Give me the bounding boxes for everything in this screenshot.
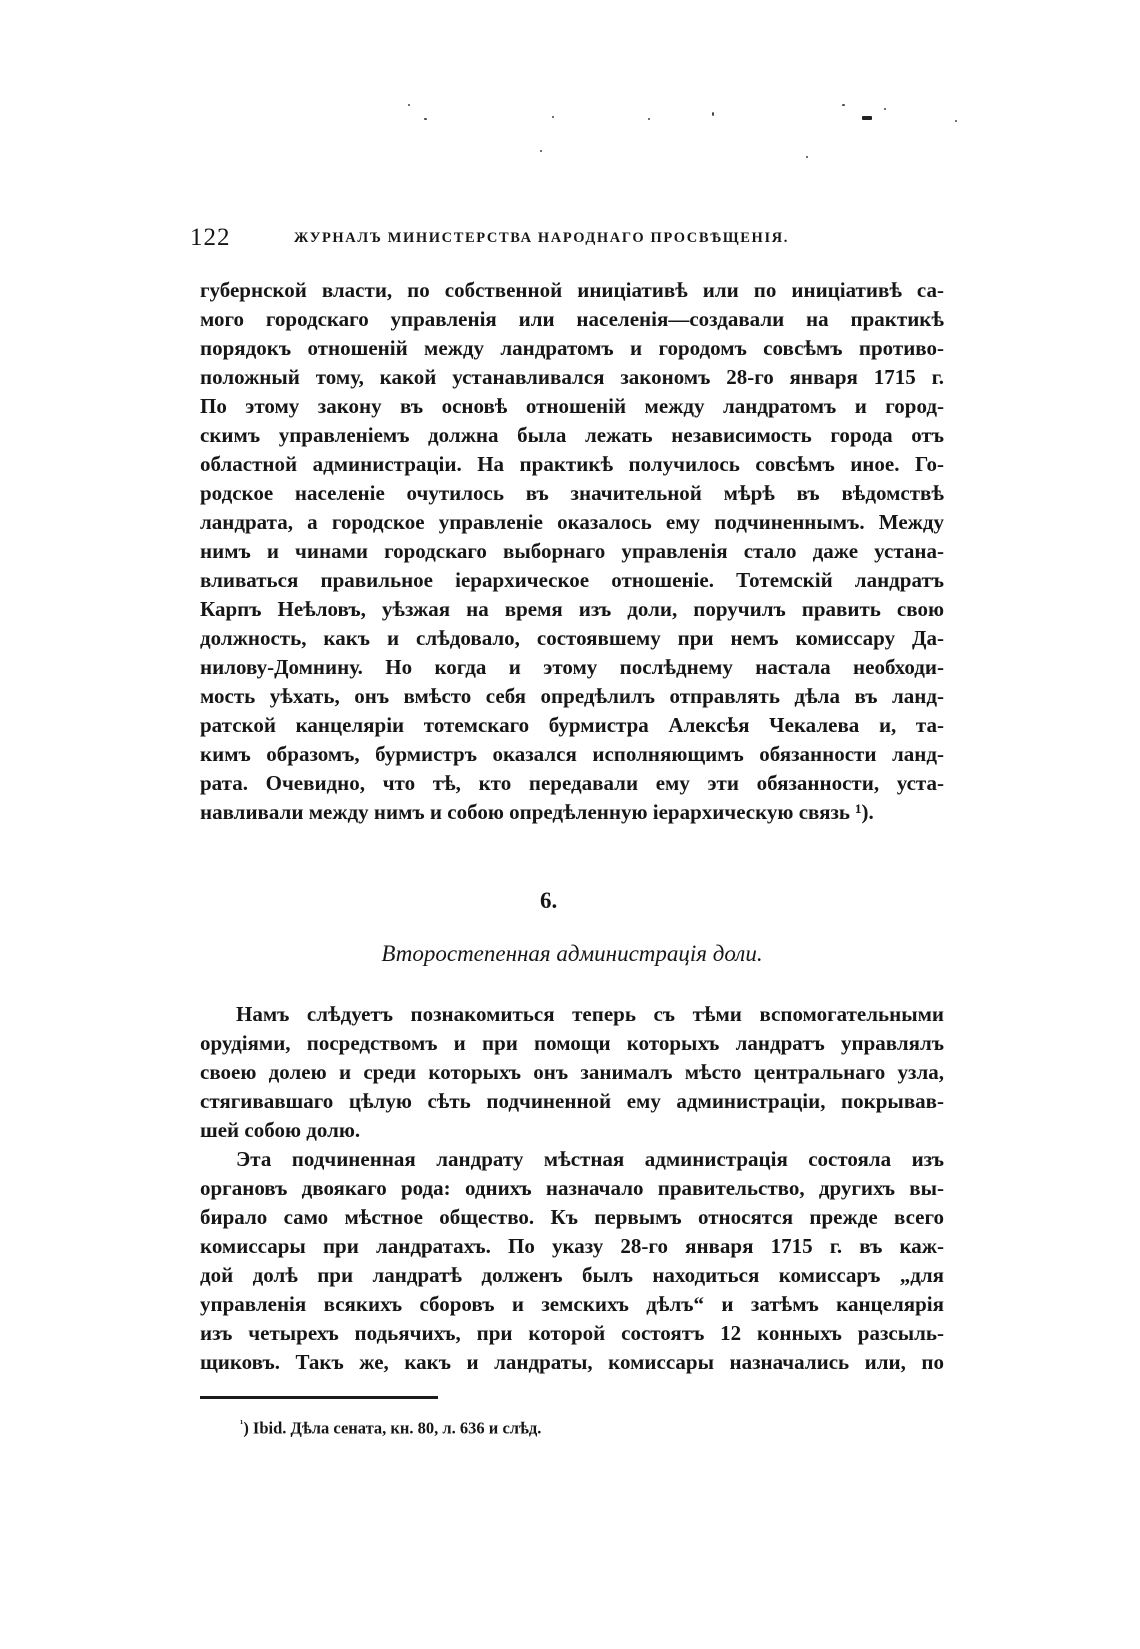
- text-line: ратской канцеляріи тотемскаго бурмистра Алексѣя Чекалева и, та-: [200, 713, 944, 737]
- text-line: бирало само мѣстное общество. Къ первымъ относятся прежде всего: [200, 1205, 944, 1229]
- text-line: орудіями, посредствомъ и при помощи которыхъ ландратъ управлялъ: [200, 1031, 944, 1055]
- text-line: порядокъ отношеній между ландратомъ и городомъ совсѣмъ противо-: [200, 336, 944, 360]
- text-line: нимъ и чинами городскаго выборнаго управленія стало даже устана-: [200, 539, 944, 563]
- text-line: дой долѣ при ландратѣ долженъ былъ находиться комиссаръ „для: [200, 1263, 944, 1287]
- scan-speck: [540, 150, 542, 152]
- text-line: губернской власти, по собственной иниціативѣ или по иниціативѣ са-: [200, 278, 944, 302]
- scan-speck: [712, 112, 714, 116]
- footnote-divider: [200, 1396, 438, 1399]
- text-line: мого городскаго управленія или населенія—создавали на практикѣ: [200, 307, 944, 331]
- scan-speck: [862, 116, 872, 120]
- scan-speck: [806, 156, 808, 158]
- text-line: родское населеніе очутилось въ значительной мѣрѣ въ вѣдомствѣ: [200, 481, 944, 505]
- text-line: шей собою долю.: [200, 1118, 361, 1142]
- scan-speck: [552, 116, 554, 118]
- scan-speck: [424, 118, 427, 120]
- text-line: изъ четырехъ подьячихъ, при которой состоятъ 12 конныхъ разсыль-: [200, 1321, 944, 1345]
- text-line: Намъ слѣдуетъ познакомиться теперь съ тѣми вспомогательными: [236, 1002, 944, 1026]
- section-title: Второстепенная администрація доли.: [381, 941, 763, 966]
- text-line: областной администраціи. На практикѣ получилось совсѣмъ иное. Го-: [200, 452, 944, 476]
- text-line: нилову-Домнину. Но когда и этому послѣднему настала необходи-: [200, 655, 944, 679]
- text-line: ландрата, а городское управленіе оказалось ему подчиненнымъ. Между: [200, 510, 944, 534]
- text-line: своею долею и среди которыхъ онъ занималъ мѣсто центральнаго узла,: [200, 1060, 944, 1084]
- footnote-text: ) Ibid. Дѣла сената, кн. 80, л. 636 и слѣд.: [243, 1418, 542, 1438]
- page-number: 122: [190, 224, 231, 251]
- scan-speck: [408, 104, 410, 106]
- scan-speck: [955, 120, 957, 122]
- section-number: 6.: [540, 888, 558, 913]
- text-line: щиковъ. Такъ же, какъ и ландраты, комиссары назначались или, по: [200, 1350, 944, 1374]
- text-line: органовъ двоякаго рода: однихъ назначало правительство, другихъ вы-: [200, 1176, 944, 1200]
- footnote-marker: ¹: [240, 1418, 244, 1430]
- text-line: скимъ управленіемъ должна была лежать независимость города отъ: [200, 423, 944, 447]
- text-line: вливаться правильное іерархическое отношеніе. Тотемскій ландратъ: [200, 568, 944, 592]
- text-line: положный тому, какой устанавливался закономъ 28-го января 1715 г.: [200, 365, 944, 389]
- text-line: управленія всякихъ сборовъ и земскихъ дѣлъ“ и затѣмъ канцелярія: [200, 1292, 944, 1316]
- scan-speck: [842, 104, 845, 106]
- footnote: [240, 1418, 541, 1439]
- scan-speck: [884, 108, 886, 110]
- text-line: должность, какъ и слѣдовало, состоявшему при немъ комиссару Да-: [200, 626, 944, 650]
- scan-speck: [648, 118, 650, 120]
- page-header: [190, 224, 940, 258]
- text-line: Карпъ Неѣловъ, уѣзжая на время изъ доли, поручилъ править свою: [200, 597, 944, 621]
- text-line: навливали между нимъ и собою опредѣленную іерархическую связь ¹).: [200, 800, 874, 824]
- text-line: кимъ образомъ, бурмистръ оказался исполняющимъ обязанности ланд-: [200, 742, 944, 766]
- text-line: комиссары при ландратахъ. По указу 28-го января 1715 г. въ каж-: [200, 1234, 944, 1258]
- text-line: По этому закону въ основѣ отношеній между ландратомъ и город-: [200, 394, 944, 418]
- running-head: ЖУРНАЛЪ МИНИСТЕРСТВА НАРОДНАГО ПРОСВѢЩЕНІЯ.: [294, 230, 789, 246]
- text-line: мость уѣхать, онъ вмѣсто себя опредѣлилъ отправлять дѣла въ ланд-: [200, 684, 944, 708]
- text-line: Эта подчиненная ландрату мѣстная администрація состояла изъ: [236, 1147, 944, 1171]
- text-line: рата. Очевидно, что тѣ, кто передавали ему эти обязанности, уста-: [200, 771, 944, 795]
- text-line: стягивавшаго цѣлую сѣть подчиненной ему администраціи, покрывав-: [200, 1089, 944, 1113]
